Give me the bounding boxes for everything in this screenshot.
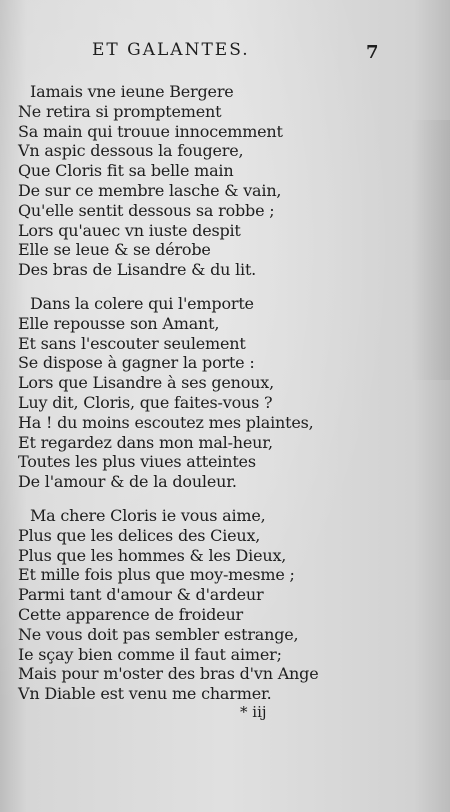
verse-line: Vn aspic dessous la fougere,: [18, 141, 244, 161]
verse-line: Ne retira si promptement: [18, 101, 222, 121]
verse-line: Dans la colere qui l'emporte: [30, 293, 254, 313]
verse-line: Luy dit, Cloris, que faites-vous ?: [18, 392, 273, 412]
verse-line: Elle se leue & se dérobe: [18, 240, 211, 260]
verse-line: Plus que les delices des Cieux,: [18, 525, 261, 545]
verse-line: Ne vous doit pas sembler estrange,: [18, 624, 299, 644]
signature-mark: * iij: [240, 703, 267, 721]
verse-line: De l'amour & de la douleur.: [18, 472, 237, 492]
verse-line: Plus que les hommes & les Dieux,: [18, 545, 287, 565]
verse-line: Ha ! du moins escoutez mes plaintes,: [18, 412, 314, 432]
verse-line: Lors qu'auec vn iuste despit: [18, 220, 241, 240]
stanza-1: [18, 82, 438, 280]
verse-line: Iamais vne ieune Bergere: [30, 82, 234, 101]
verse-line: Cette apparence de froideur: [18, 604, 244, 624]
verse-line: De sur ce membre lasche & vain,: [18, 180, 282, 200]
verse-line: Sa main qui trouue innocemment: [18, 121, 283, 141]
verse-line: Lors que Lisandre à ses genoux,: [18, 373, 275, 393]
poem-body: [18, 82, 438, 718]
verse-line: Toutes les plus viues atteintes: [18, 452, 256, 472]
verse-line: Mais pour m'oster des bras d'vn Ange: [18, 664, 319, 684]
verse-line: Ma chere Cloris ie vous aime,: [30, 505, 266, 525]
verse-line: Et mille fois plus que moy-mesme ;: [18, 565, 295, 585]
verse-line: Des bras de Lisandre & du lit.: [18, 260, 257, 280]
stanza-3: [18, 506, 438, 704]
running-head: ET GALANTES.: [92, 40, 250, 60]
verse-line: Ie sçay bien comme il faut aimer;: [18, 644, 282, 664]
verse-line: Que Cloris fit sa belle main: [18, 161, 234, 181]
page-header: [0, 30, 450, 70]
verse-line: Elle repousse son Amant,: [18, 313, 220, 333]
stanza-2: [18, 294, 438, 492]
verse-line: Parmi tant d'amour & d'ardeur: [18, 585, 264, 605]
verse-line: Et regardez dans mon mal-heur,: [18, 432, 273, 452]
page-number: 7: [366, 42, 379, 63]
verse-line: Et sans l'escouter seulement: [18, 333, 246, 353]
verse-line: Se dispose à gagner la porte :: [18, 353, 255, 373]
verse-line: Vn Diable est venu me charmer.: [18, 684, 272, 704]
verse-line: Qu'elle sentit dessous sa robbe ;: [18, 200, 275, 220]
